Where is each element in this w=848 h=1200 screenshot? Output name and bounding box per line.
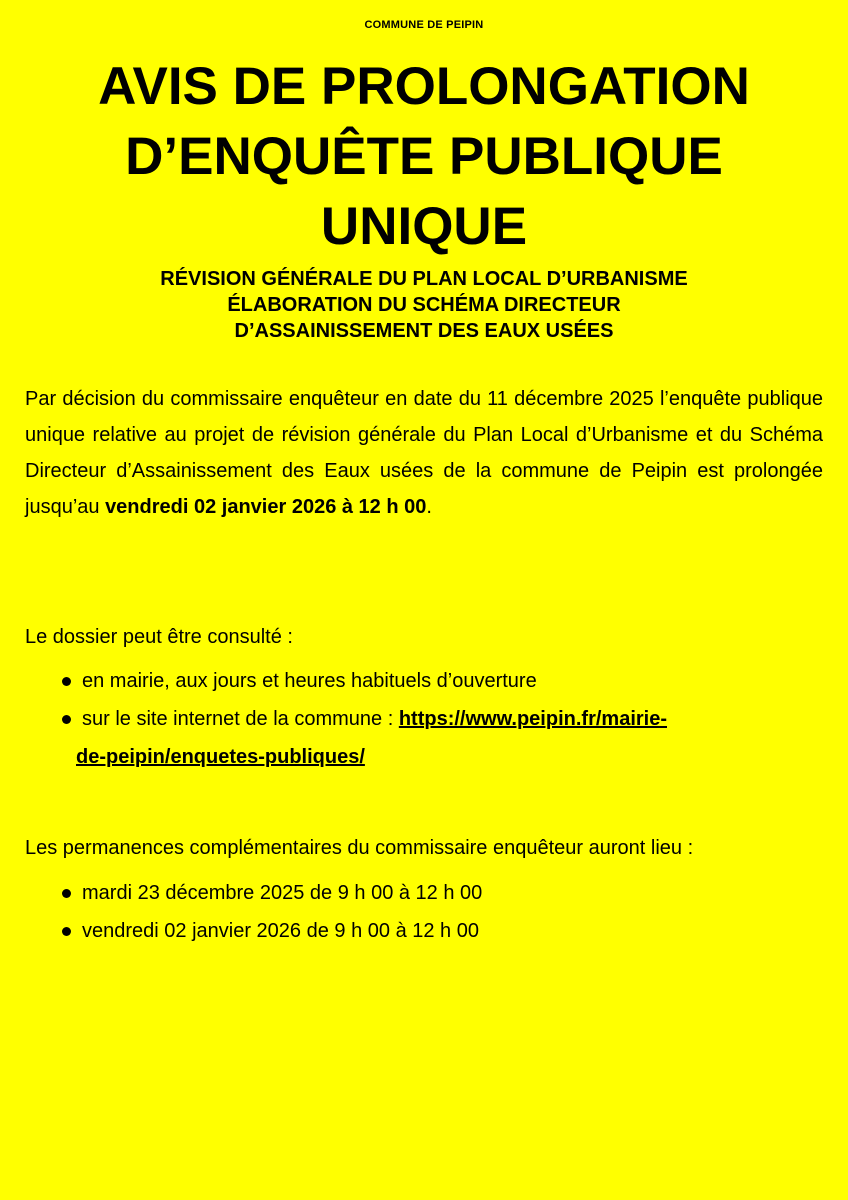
dossier-item-website: sur le site internet de la commune : [82, 708, 399, 730]
website-link-part-2[interactable]: de-peipin/enquetes-publiques/ [76, 746, 365, 768]
title-line-1: AVIS DE PROLONGATION [98, 57, 750, 116]
dossier-list [60, 662, 828, 776]
notice-title [0, 52, 848, 262]
bullet-icon [62, 677, 71, 686]
permanence-date-1: mardi 23 décembre 2025 de 9 h 00 à 12 h 00 [82, 882, 483, 904]
list-item [60, 874, 828, 912]
decision-paragraph [25, 381, 823, 525]
notice-subtitle [0, 266, 848, 344]
permanence-date-2: vendredi 02 janvier 2026 de 9 h 00 à 12 h 00 [82, 920, 479, 942]
deadline-text: vendredi 02 janvier 2026 à 12 h 00 [105, 496, 427, 518]
commune-header: COMMUNE DE PEIPIN [364, 19, 484, 31]
list-item [60, 662, 828, 700]
website-link-part-1[interactable]: https://www.peipin.fr/mairie- [398, 708, 667, 730]
bullet-icon [62, 927, 71, 936]
list-item [60, 700, 828, 776]
permanences-list [60, 874, 828, 950]
subtitle-line-3: D’ASSAINISSEMENT DES EAUX USÉES [234, 320, 614, 342]
dossier-item-mairie: en mairie, aux jours et heures habituels d’ouverture [82, 670, 537, 692]
decision-text: Par décision du commissaire enquêteur en date du 11 décembre 2025 l’enquête publique unique relative au projet de révision générale du Plan Local d’Urbanisme et du Schéma Directeur d’Assainissement des Eaux usées de la commune de Peipin est prolongée jusqu’au [25, 388, 823, 518]
title-line-2: D’ENQUÊTE PUBLIQUE [125, 127, 723, 186]
subtitle-line-2: ÉLABORATION DU SCHÉMA DIRECTEUR [227, 294, 621, 316]
subtitle-line-1: RÉVISION GÉNÉRALE DU PLAN LOCAL D’URBANISME [160, 268, 688, 290]
dossier-label: Le dossier peut être consulté : [25, 626, 293, 648]
title-line-3: UNIQUE [320, 197, 528, 256]
list-item [60, 912, 828, 950]
decision-end: . [426, 496, 432, 518]
permanences-label: Les permanences complémentaires du commissaire enquêteur auront lieu : [25, 837, 694, 859]
bullet-icon [62, 715, 71, 724]
bullet-icon [62, 889, 71, 898]
